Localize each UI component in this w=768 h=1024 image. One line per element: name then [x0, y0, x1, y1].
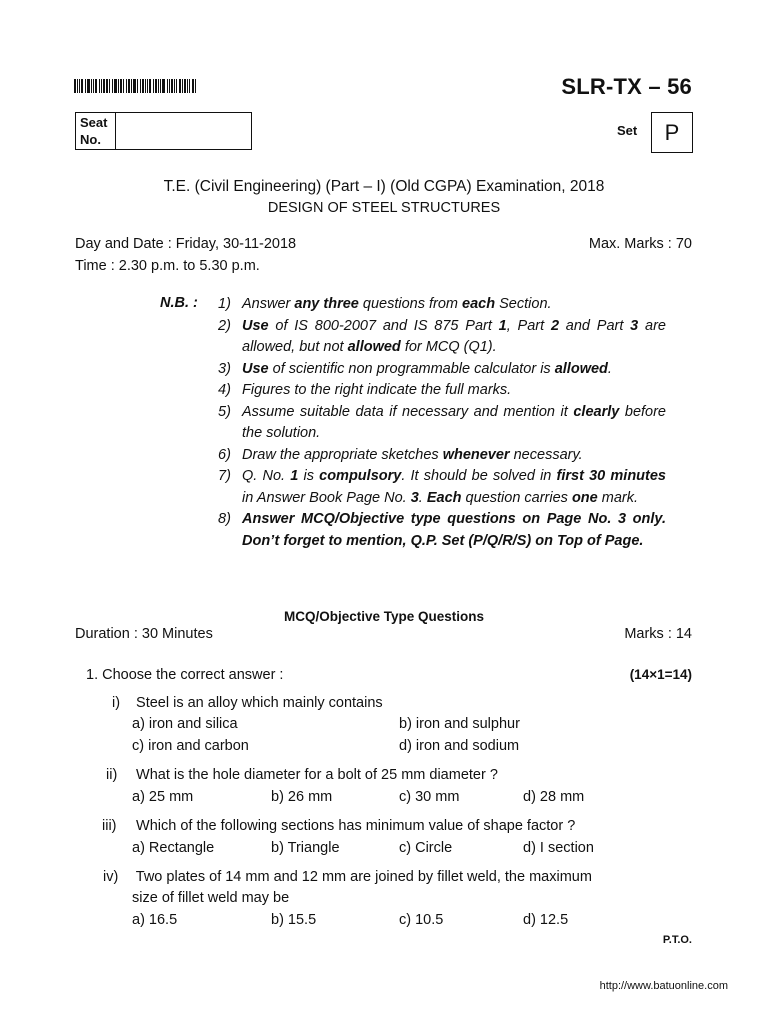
option-a: a) Rectangle [132, 840, 215, 856]
instruction-text: Q. No. 1 is compulsory. It should be solved in first 30 minutes in Answer Book Page No. 3. Each question carries one mark. [242, 468, 666, 506]
question-iii [102, 818, 575, 834]
question-number: i) [112, 695, 121, 711]
question-text: What is the hole diameter for a bolt of 25 mm diameter ? [136, 767, 498, 783]
question-number: iv) [103, 869, 119, 885]
instruction-number: 6) [218, 446, 231, 463]
please-turn-over: P.T.O. [662, 934, 692, 946]
instruction-text: Use of scientific non programmable calculator is allowed. [242, 360, 612, 377]
question-text: Two plates of 14 mm and 12 mm are joined by fillet weld, the maximum [135, 869, 592, 885]
instruction-number: 3) [218, 360, 231, 377]
question-text-continued: size of fillet weld may be [132, 890, 290, 906]
set-label: Set [617, 123, 638, 138]
question-text: Steel is an alloy which mainly contains [136, 695, 383, 711]
instructions-list [218, 294, 666, 552]
option-b: b) iron and sulphur [399, 716, 520, 732]
instruction-item [218, 445, 666, 467]
mcq-duration: Duration : 30 Minutes [75, 626, 213, 642]
paper-code: SLR-TX – 56 [561, 74, 692, 99]
instruction-number: 5) [218, 403, 231, 420]
instruction-number: 2) [218, 317, 231, 334]
option-b: b) 26 mm [271, 789, 333, 805]
barcode [74, 79, 202, 93]
instruction-number: 4) [218, 382, 231, 398]
option-c: c) 10.5 [399, 912, 444, 928]
day-date: Day and Date : Friday, 30-11-2018 [75, 236, 297, 252]
question-number: iii) [102, 818, 117, 834]
option-d: d) iron and sodium [399, 738, 520, 754]
instruction-number: 1) [218, 296, 231, 312]
exam-title: T.E. (Civil Engineering) (Part – I) (Old CGPA) Examination, 2018 [163, 178, 605, 195]
instruction-item [218, 509, 666, 552]
question-number: ii) [106, 767, 118, 783]
option-a: a) iron and silica [132, 716, 238, 732]
option-b: b) Triangle [271, 840, 340, 856]
option-c: c) Circle [399, 840, 453, 856]
subject-title: DESIGN OF STEEL STRUCTURES [267, 200, 501, 216]
mcq-marks: Marks : 14 [624, 626, 692, 642]
question-text: Which of the following sections has minimum value of shape factor ? [136, 818, 576, 834]
nb-label: N.B. : [160, 295, 198, 311]
question-1-prompt: 1. Choose the correct answer : [86, 667, 284, 683]
option-c: c) 30 mm [399, 789, 460, 805]
option-c: c) iron and carbon [132, 738, 249, 754]
instruction-item [218, 380, 666, 402]
instruction-text: Answer MCQ/Objective type questions on Page No. 3 only. Don’t forget to mention, Q.P. Set (P/Q/R/S) on Top of Page. [242, 511, 666, 549]
option-d: d) I section [523, 840, 594, 856]
instruction-item [218, 359, 666, 381]
seat-number-field [116, 113, 251, 149]
seat-label: Seat No. [76, 113, 116, 149]
question-1-marks: (14×1=14) [629, 667, 692, 682]
instruction-text: Answer any three questions from each Section. [242, 296, 552, 312]
instruction-item [218, 294, 666, 316]
instruction-item [218, 316, 666, 359]
question-i [112, 695, 383, 711]
set-value-box: P [651, 112, 693, 153]
seat-number-box [75, 112, 252, 150]
option-a: a) 16.5 [132, 912, 178, 928]
mcq-heading: MCQ/Objective Type Questions [283, 609, 485, 624]
question-ii [106, 767, 498, 783]
exam-time: Time : 2.30 p.m. to 5.30 p.m. [75, 258, 260, 274]
option-d: d) 28 mm [523, 789, 585, 805]
option-d: d) 12.5 [523, 912, 569, 928]
instruction-number: 8) [218, 511, 231, 527]
option-a: a) 25 mm [132, 789, 194, 805]
instruction-item [218, 402, 666, 445]
instruction-text: Figures to the right indicate the full marks. [242, 382, 512, 398]
source-url[interactable]: http://www.batuonline.com [599, 980, 728, 992]
instruction-text: Assume suitable data if necessary and mention it clearly before the solution. [242, 403, 666, 441]
question-iv [103, 869, 673, 885]
instruction-number: 7) [218, 468, 231, 484]
max-marks: Max. Marks : 70 [588, 236, 692, 252]
instruction-text: Draw the appropriate sketches whenever necessary. [242, 446, 583, 463]
instruction-item [218, 466, 666, 509]
option-b: b) 15.5 [271, 912, 317, 928]
instruction-text: Use of IS 800-2007 and IS 875 Part 1, Part 2 and Part 3 are allowed, but not allowed for MCQ (Q1). [242, 317, 666, 355]
